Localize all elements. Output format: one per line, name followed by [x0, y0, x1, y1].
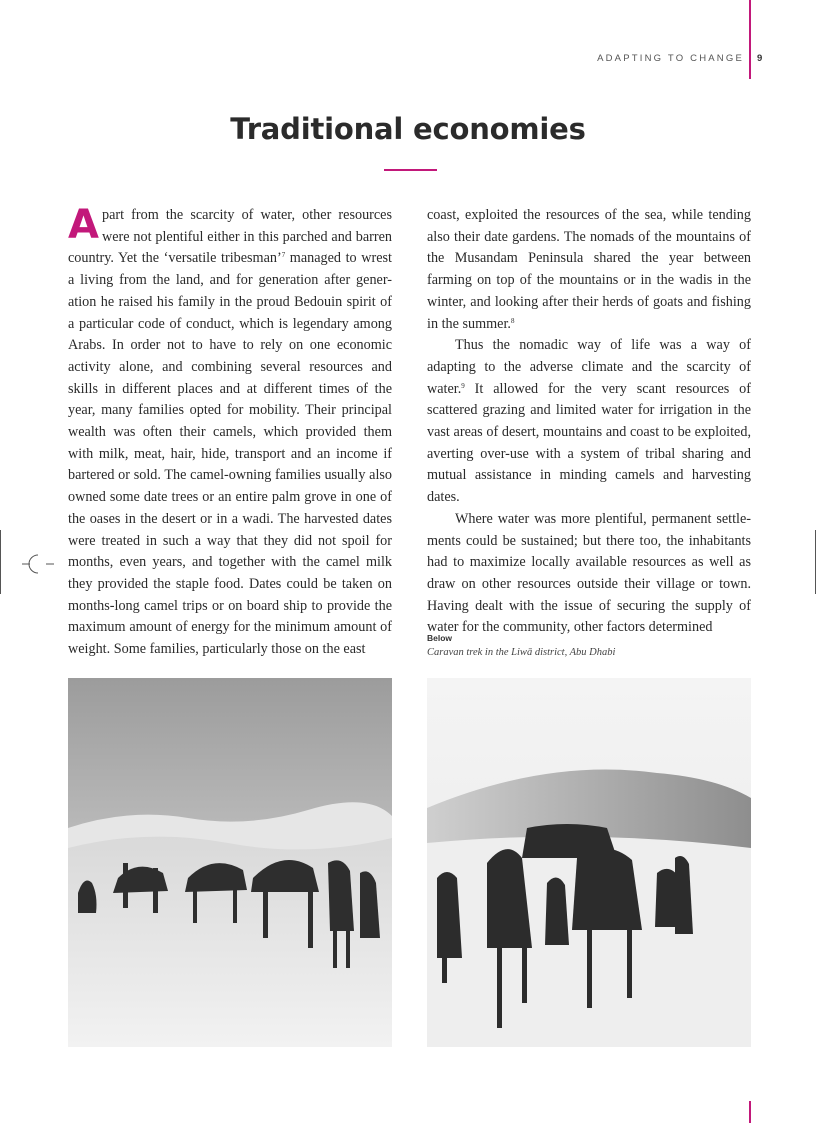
- caption-text: Caravan trek in the Liwā district, Abu Dhabi: [427, 647, 616, 658]
- footnote-ref-8: 8: [510, 316, 515, 325]
- footnote-ref-9: 9: [461, 381, 465, 390]
- paragraph-2: [427, 335, 751, 509]
- caption-label: Below: [427, 633, 453, 643]
- page-title: Traditional economies: [230, 112, 586, 146]
- paragraph-1-text-b: managed to wrest a living from the land, and for generation after gener-ation he raised his family in the proud Bedouin spirit of a particular code of conduct, which is legendary among Arabs. In order not to have to rely on one economic activity alone, and combining several resources and skills in different places and at different times of the year, many families opted for mobility. Their principal wealth was often their camels, which provided them with milk, meat, hair, hide, transport and an income if bartered or sold. The camel-owning families usually also owned some date trees or an entire palm grove in one of the oases in the desert or in a wadi. The harvested dates were treated in such a way that they did not spoil for months, even years, and together with the camel milk they provided the staple food. Dates could be taken on months-long camel trips or on board ship to provide the maximum amount of energy for the minimum amount of weight. Some families, particularly those on the east: [68, 250, 392, 658]
- fold-mark-left: [0, 530, 1, 594]
- title-underline: [384, 169, 437, 171]
- paragraph-1-part-2: [427, 205, 751, 335]
- paragraph-2-text-a: Thus the nomadic way of life was a way of adapting to the adverse climate and the scarcity of water.: [427, 337, 751, 397]
- photo-caravan-right: [427, 678, 751, 1047]
- margin-rule-top: [749, 0, 751, 79]
- footnote-ref-7: 7: [281, 251, 286, 260]
- drop-cap: A: [68, 202, 99, 248]
- page-number: 9: [757, 53, 763, 64]
- text-column-left: [68, 202, 392, 661]
- margin-rule-bottom: [749, 1101, 751, 1123]
- paragraph-1-continued: coast, exploited the resources of the sea, while tending also their date gardens. The nomads of the mountains of the Musandam Peninsula shared the year between farming on top of the mountains or in the wadis in the winter, and looking after their herds of goats and fishing in the summer.: [427, 207, 751, 332]
- text-column-right: [427, 205, 751, 639]
- paragraph-1-part-1: [68, 202, 392, 661]
- registration-mark-icon: [22, 553, 54, 575]
- paragraph-2-text-b: It allowed for the very scant resources of scattered grazing and limited water for irrigation in the vast areas of desert, mountains and coast to be exploited, averting over-use with a system of tribal sharing and mutual assistance in minding camels and harvesting dates.: [427, 380, 751, 506]
- paragraph-3: Where water was more plentiful, permanent settle-ments could be sustained; but there too, the inhabitants had to maximize locally available resources as well as draw on other resources outside their village or town. Having dealt with the issue of securing the supply of water for the community, other factors determined: [427, 510, 751, 636]
- paragraph-1-text-a: part from the scarcity of water, other resources were not plentiful either in this parched and barren country. Yet the ‘versatile tribesman’: [68, 207, 392, 267]
- running-head: ADAPTING TO CHANGE: [597, 53, 744, 64]
- photo-caravan-left: [68, 678, 392, 1047]
